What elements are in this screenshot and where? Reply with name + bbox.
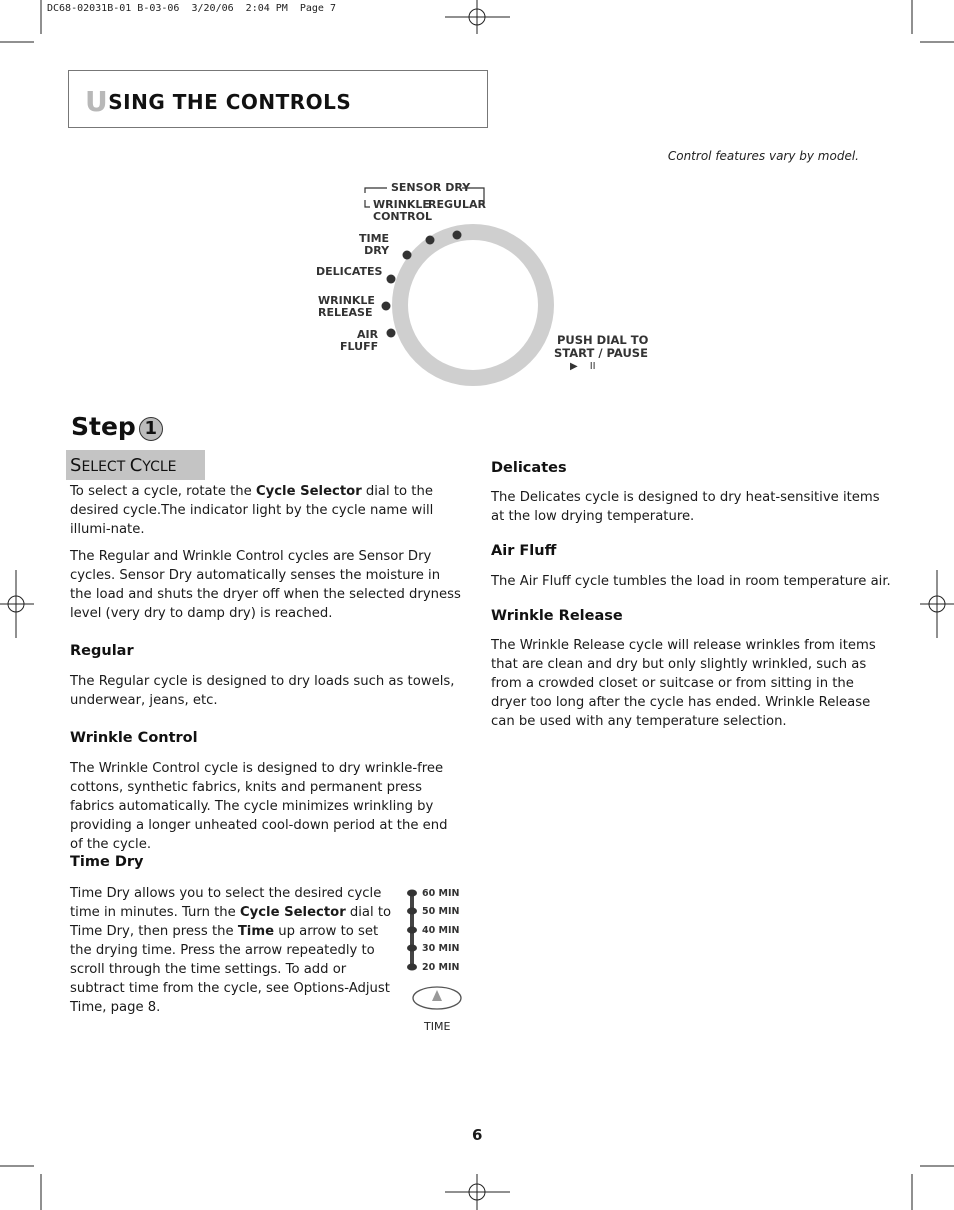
air-fluff-paragraph: The Air Fluff cycle tumbles the load in room temperature air. [491, 574, 891, 589]
regular-heading: Regular [70, 643, 134, 659]
step-heading [71, 412, 163, 441]
dial-label-air-fluff-line2: FLUFF [340, 339, 379, 353]
cycle-selector-term: Cycle Selector [255, 484, 362, 499]
section-heading-bar [66, 450, 205, 480]
pause-icon: II [589, 361, 596, 372]
dial-label-sensor-dry: SENSOR DRY [391, 181, 471, 194]
step-word: Step [71, 412, 136, 441]
time-dry-text-1: Time Dry allows you to select the desired cycle time in minutes. Turn the [70, 886, 382, 920]
section-heading-cap1: S [70, 455, 82, 476]
intro-text-1: To select a cycle, rotate the [70, 484, 256, 499]
time-dry-text-2: dial to Time Dry, then press the [70, 905, 392, 939]
dial-label-push-line2: START / PAUSE [554, 345, 648, 360]
time-dry-cycle-selector-term: Cycle Selector [239, 905, 346, 920]
time-tick-20: 20 MIN [422, 962, 460, 973]
dial-label-wrinkle-control-line1: WRINKLE [373, 198, 430, 211]
time-tick-30: 30 MIN [422, 943, 460, 954]
wrinkle-release-paragraph: The Wrinkle Release cycle will release wrinkles from items that are clean and dry but only slightly wrinkled, such as from a crowded closet or suitcase or from sitting in the dryer too long after the cycle has ended. Wrinkle Release can be used with any temperature selection. [491, 638, 876, 729]
section-heading-rest2: YCLE [142, 459, 177, 475]
dial-label-wrinkle-control-line2: CONTROL [373, 209, 432, 223]
page-number: 6 [472, 1126, 483, 1144]
indicator-light-time-dry [403, 251, 412, 260]
regular-paragraph: The Regular cycle is designed to dry loads such as towels, underwear, jeans, etc. [70, 674, 455, 708]
intro-text-2: dial to the desired cycle.The indicator light by the cycle name will illumi-nate. [70, 484, 434, 537]
time-dry-paragraph [70, 884, 400, 1017]
indicator-light-wrinkle-release [382, 302, 391, 311]
play-icon: ▶ [570, 361, 578, 372]
time-term: Time [237, 924, 275, 939]
page-title [85, 85, 351, 118]
time-light-40 [407, 927, 417, 934]
indicator-light-wrinkle-control [426, 236, 435, 245]
title-initial: U [85, 85, 109, 118]
time-up-arrow-button [411, 985, 463, 1011]
time-tick-60: 60 MIN [422, 888, 460, 899]
dial-label-wrinkle-control [373, 199, 432, 222]
step-number-badge: 1 [139, 417, 163, 441]
dial-label-time-dry [359, 233, 389, 256]
dial-label-time-dry-line2: DRY [364, 243, 390, 257]
dial-label-air-fluff [340, 329, 378, 352]
section-title-box [68, 70, 488, 128]
time-tick-50: 50 MIN [422, 906, 460, 917]
time-dry-text-3: up arrow to set the drying time. Press the arrow repeatedly to scroll through the time settings. To add or subtract time from the cycle, see Options-Adjust Time, page 8. [70, 924, 390, 1015]
dial-label-push-line1: PUSH DIAL TO [557, 333, 649, 347]
indicator-light-delicates [387, 275, 396, 284]
time-indicator-graphic [402, 886, 422, 976]
print-slug: DC68-02031B-01 B-03-06 3/20/06 2:04 PM Page 7 [47, 3, 336, 14]
time-button-label: TIME [424, 1020, 451, 1033]
dial-ring [400, 232, 546, 378]
dial-label-time-dry-line1: TIME [359, 232, 390, 245]
wrinkle-control-paragraph: The Wrinkle Control cycle is designed to dry wrinkle-free cottons, synthetic fabrics, knits and permanent press fabrics automatically. The cycle minimizes wrinkling by providing a longer unheated cool-down period at the end of the cycle. [70, 761, 448, 852]
wrinkle-release-heading: Wrinkle Release [491, 608, 623, 624]
time-light-50 [407, 908, 417, 915]
play-pause-icon [570, 361, 596, 373]
air-fluff-heading: Air Fluff [491, 543, 557, 559]
title-rest: SING THE CONTROLS [108, 90, 352, 114]
intro-paragraph [70, 482, 465, 539]
dial-label-wrinkle-release-line1: WRINKLE [318, 294, 375, 307]
wrinkle-control-heading: Wrinkle Control [70, 730, 198, 746]
time-light-30 [407, 945, 417, 952]
dial-label-wrinkle-release [318, 295, 375, 318]
indicator-light-air-fluff [387, 329, 396, 338]
section-heading-cap2: C [129, 455, 143, 476]
section-heading-rest1: ELECT [81, 459, 130, 475]
delicates-paragraph: The Delicates cycle is designed to dry heat-sensitive items at the low drying temperature. [491, 490, 880, 524]
dial-label-regular: REGULAR [428, 198, 486, 211]
time-dry-heading: Time Dry [70, 854, 144, 870]
indicator-light-regular [453, 231, 462, 240]
dial-label-push-start-pause [554, 334, 648, 359]
section-heading [70, 455, 177, 476]
delicates-heading: Delicates [491, 460, 567, 476]
dial-label-wrinkle-release-line2: RELEASE [318, 305, 373, 319]
time-tick-40: 40 MIN [422, 925, 460, 936]
dial-label-air-fluff-line1: AIR [357, 328, 379, 341]
dial-label-delicates: DELICATES [316, 265, 383, 278]
time-light-20 [407, 964, 417, 971]
sensor-dry-paragraph: The Regular and Wrinkle Control cycles are Sensor Dry cycles. Sensor Dry automatically senses the moisture in the load and shuts the dryer off when the selected dryness level (very dry to damp dry) is reached. [70, 549, 461, 621]
time-light-60 [407, 890, 417, 897]
model-note: Control features vary by model. [667, 149, 859, 163]
